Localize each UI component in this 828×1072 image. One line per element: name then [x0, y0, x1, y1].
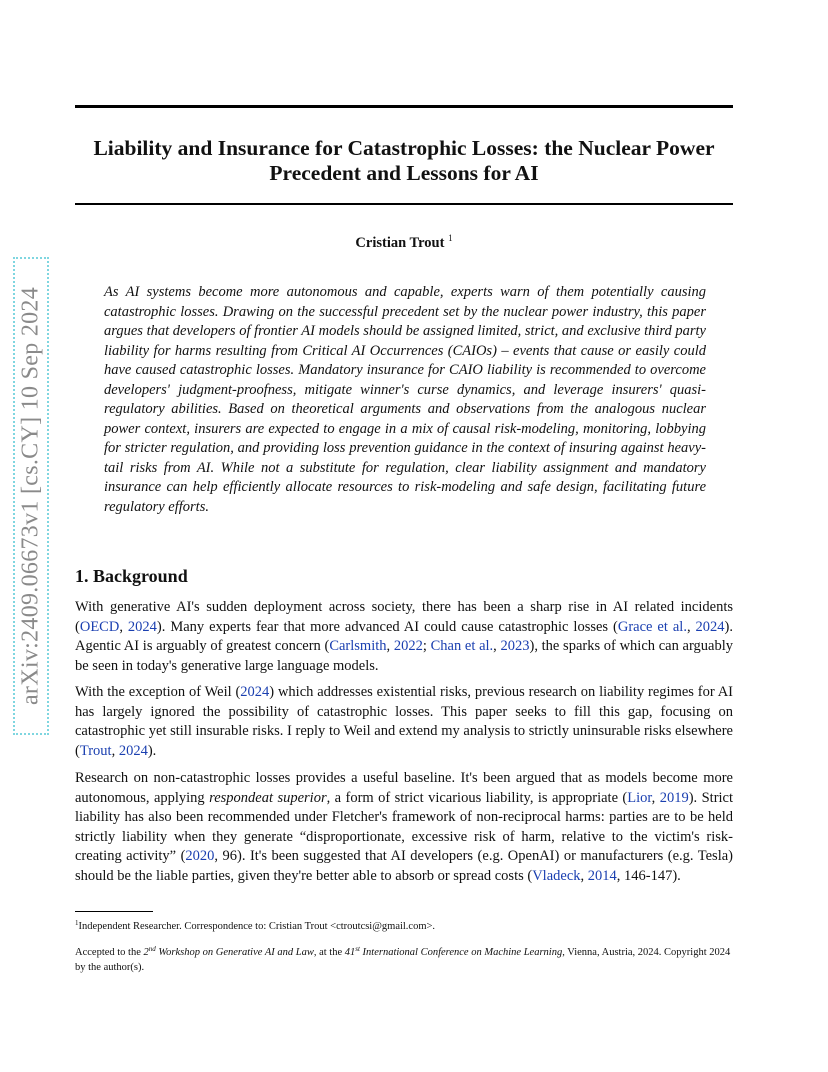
- paragraph-2: [75, 683, 733, 761]
- citation-link[interactable]: OECD: [79, 618, 120, 635]
- text: , 96). It's been suggested that AI developers (e.g. OpenAI) or manufacturers (e.g. Tesla) should be the liable parties, given they're better able to absorb or spread costs (: [75, 848, 733, 884]
- author-line: [75, 233, 733, 252]
- text: , Vienna, Austria, 2024. Copyright 2024 by the author(s).: [75, 947, 731, 973]
- text: ,: [119, 618, 128, 635]
- citation-link[interactable]: 2024: [118, 742, 148, 759]
- emphasis: respondeat superior: [209, 789, 327, 806]
- conference-name: International Conference on Machine Learning: [359, 947, 563, 958]
- ordinal-number: 41: [344, 947, 356, 958]
- author-affiliation-mark: 1: [448, 233, 453, 243]
- text: ). Many experts fear that more advanced AI could cause catastrophic losses (: [156, 618, 618, 635]
- citation-link[interactable]: Grace et al.: [617, 618, 687, 635]
- ordinal-suffix: st: [355, 945, 360, 953]
- citation-link[interactable]: 2023: [500, 638, 530, 654]
- arxiv-identifier: arXiv:2409.06673v1 [cs.CY] 10 Sep 2024: [17, 286, 44, 706]
- arxiv-sidebar-stamp: [13, 257, 49, 735]
- footnote: [75, 916, 733, 934]
- footnote-mark: 1: [75, 919, 79, 927]
- text: ,: [651, 789, 660, 806]
- citation-link[interactable]: 2024: [695, 618, 725, 635]
- workshop-name: Workshop on Generative AI and Law: [155, 947, 314, 958]
- text: , at the: [313, 947, 345, 958]
- footnote-rule: [75, 911, 153, 912]
- ordinal-number: 2: [143, 947, 149, 958]
- title-bottom-rule: [75, 203, 733, 205]
- footnote-text: Independent Researcher. Correspondence to: Cristian Trout <ctroutcsi@gmail.com>.: [78, 921, 436, 932]
- ordinal-suffix: nd: [148, 945, 156, 953]
- acceptance-notice: [75, 942, 735, 975]
- citation-link[interactable]: Trout: [79, 742, 112, 759]
- paragraph-1: [75, 598, 733, 676]
- citation-link[interactable]: 2024: [127, 618, 157, 635]
- citation-link[interactable]: 2020: [185, 848, 215, 864]
- text: ), the sparks of which can arguably be seen in today's generative large language models.: [75, 638, 734, 674]
- citation-link[interactable]: Lior: [627, 789, 652, 806]
- text: ,: [493, 638, 501, 654]
- author-name: Cristian Trout: [355, 235, 445, 251]
- text: ,: [580, 867, 588, 884]
- text: ) which addresses existential risks, previous research on liability regimes for AI has largely ignored the possibility of catastrophic losses. This paper seeks to fill this gap, focusing on catastrophic yet still insurable risks. I reply to Weil and extend my analysis to strictly uninsurable risks elsewhere (: [75, 684, 733, 759]
- text: ,: [111, 742, 119, 759]
- citation-link[interactable]: Vladeck: [532, 867, 581, 884]
- paragraph-3: [75, 769, 733, 886]
- text: Research on non-catastrophic losses provides a useful baseline. It's been argued that as models become more autonomous, applying: [75, 770, 733, 806]
- citation-link[interactable]: 2014: [587, 867, 617, 884]
- text: ,: [686, 618, 696, 635]
- text: With generative AI's sudden deployment across society, there has been a sharp rise in AI related incidents (: [75, 599, 733, 635]
- paper-title: Liability and Insurance for Catastrophic Losses: the Nuclear Power Precedent and Lessons for AI: [93, 136, 715, 185]
- citation-link[interactable]: Chan et al.: [430, 638, 494, 654]
- text: With the exception of Weil (: [75, 684, 241, 700]
- text: , a form of strict vicarious liability, is appropriate (: [326, 789, 628, 806]
- title-top-rule: [75, 105, 733, 108]
- text: , 146-147).: [616, 867, 681, 884]
- citation-link[interactable]: 2022: [393, 638, 423, 654]
- section-heading: 1. Background: [75, 566, 188, 586]
- text: Accepted to the: [75, 947, 144, 958]
- text: ;: [422, 638, 431, 654]
- text: ,: [386, 638, 394, 654]
- abstract: As AI systems become more autonomous and capable, experts warn of them potentially causing catastrophic losses. Drawing on the successful precedent set by the nuclear power industry, this paper argues that developers of frontier AI models should be assigned limited, strict, and exclusive third party liability for harms resulting from Critical AI Occurrences (CAIOs) – events that cause or easily could have caused catastrophic losses. Mandatory insurance for CAIO liability is recommended to overcome developers' judgment-proofness, mitigate winner's curse dynamics, and leverage insurers' quasi-regulatory abilities. Based on theoretical arguments and observations from the analogous nuclear power context, insurers are expected to engage in a mix of causal risk-modeling, monitoring, lobbying for stricter regulation, and providing loss prevention guidance in the context of insuring against heavy-tail risks from AI. While not a substitute for regulation, clear liability assignment and mandatory insurance can help efficiently allocate resources to risk-modeling and safe design, facilitating future regulatory efforts.: [104, 284, 706, 515]
- citation-link[interactable]: 2024: [240, 684, 270, 700]
- text: ). Strict liability has also been recommended under Fletcher's framework of non-reciprocal harms: parties are to be held strictly liability when they generate “disproportionate, excessive risk of harm, relative to the victim's risk-creating activity” (: [75, 789, 734, 864]
- text: ). Agentic AI is arguably of greatest concern (: [75, 618, 734, 654]
- citation-link[interactable]: Carlsmith: [329, 638, 387, 654]
- citation-link[interactable]: 2019: [659, 789, 689, 806]
- text: ).: [147, 742, 157, 759]
